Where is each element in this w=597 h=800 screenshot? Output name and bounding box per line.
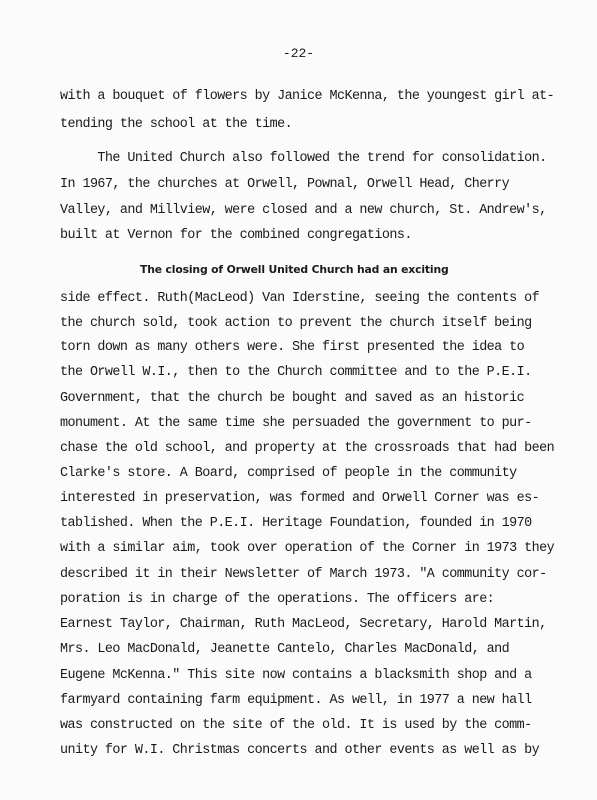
text-line: Valley, and Millview, were closed and a new church, St. Andrew's, (60, 203, 547, 218)
text-line: the church sold, took action to prevent the church itself being (60, 316, 532, 331)
text-line: side effect. Ruth(MacLeod) Van Iderstine, seeing the contents of (60, 291, 540, 306)
text-line: interested in preservation, was formed and Orwell Corner was es- (60, 491, 540, 506)
text-line: Earnest Taylor, Chairman, Ruth MacLeod, Secretary, Harold Martin, (60, 617, 547, 632)
text-line: torn down as many others were. She first presented the idea to (60, 340, 525, 355)
text-line: the Orwell W.I., then to the Church committee and to the P.E.I. (60, 365, 532, 380)
text-line: Government, that the church be bought and saved as an historic (60, 391, 525, 406)
page-number: -22- (282, 46, 315, 61)
text-line: The United Church also followed the trend for consolidation. (60, 151, 547, 166)
text-line: farmyard containing farm equipment. As well, in 1977 a new hall (60, 693, 532, 708)
text-line: described it in their Newsletter of March 1973. "A community cor- (60, 567, 547, 582)
text-line: Mrs. Leo MacDonald, Jeanette Cantelo, Charles MacDonald, and (60, 642, 510, 657)
text-line: tablished. When the P.E.I. Heritage Foundation, founded in 1970 (60, 516, 532, 531)
text-line: Clarke's store. A Board, comprised of people in the community (60, 466, 517, 481)
text-line: poration is in charge of the operations. The officers are: (60, 592, 495, 607)
text-line: chase the old school, and property at the crossroads that had been (60, 441, 555, 456)
text-line: In 1967, the churches at Orwell, Pownal, Orwell Head, Cherry (60, 177, 510, 192)
text-line: with a similar aim, took over operation of the Corner in 1973 they (60, 541, 555, 556)
text-line: unity for W.I. Christmas concerts and other events as well as by (60, 743, 540, 758)
section-heading: The closing of Orwell United Church had an exciting (140, 263, 449, 276)
text-line: built at Vernon for the combined congregations. (60, 228, 412, 243)
text-line: Eugene McKenna." This site now contains a blacksmith shop and a (60, 668, 532, 683)
text-line: monument. At the same time she persuaded the government to pur- (60, 416, 532, 431)
text-line: with a bouquet of flowers by Janice McKenna, the youngest girl at- (60, 89, 555, 104)
text-line: tending the school at the time. (60, 117, 293, 132)
text-line: was constructed on the site of the old. It is used by the comm- (60, 718, 532, 733)
